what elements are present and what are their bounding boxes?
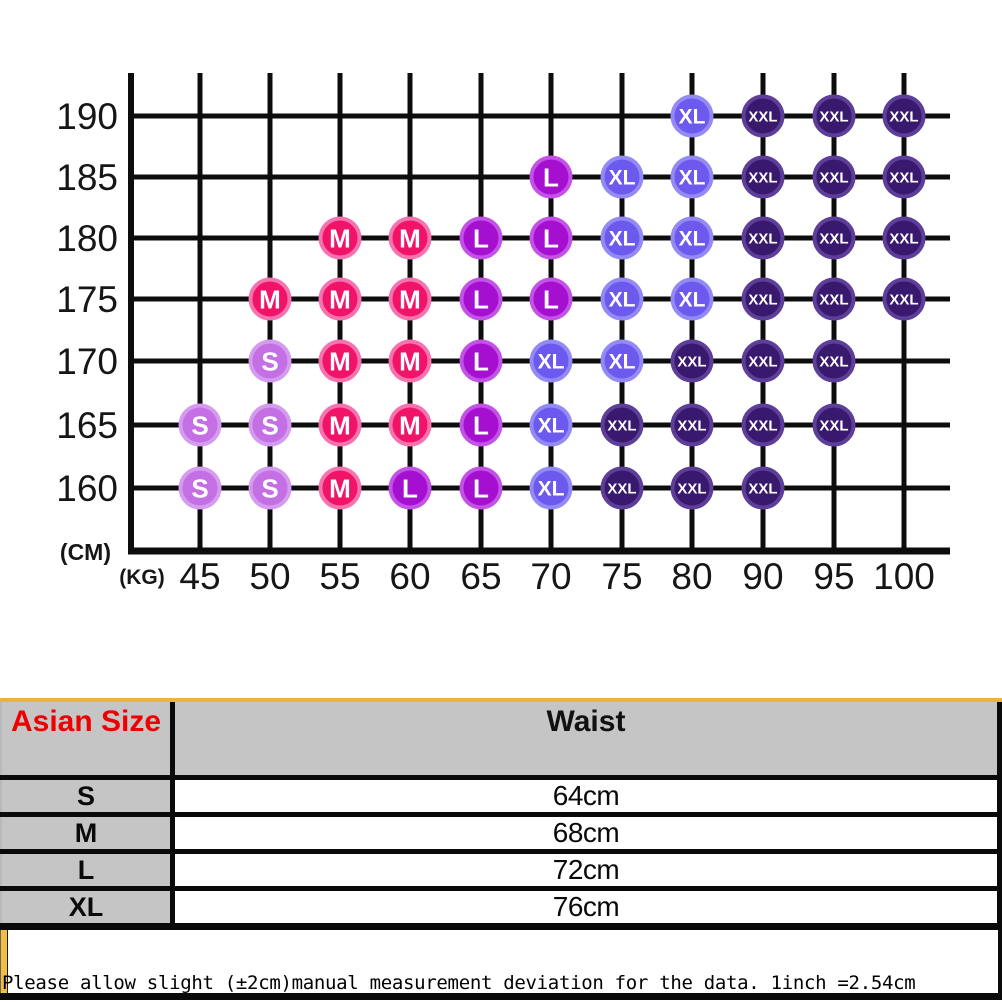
size-dot-label: L <box>543 162 559 193</box>
size-dot-label: M <box>329 346 351 377</box>
size-dot-label: S <box>191 473 209 504</box>
size-cell: S <box>1 778 173 815</box>
size-dot-label: M <box>329 284 351 315</box>
size-dot-label: XXL <box>819 417 849 435</box>
y-tick-label: 180 <box>56 218 118 259</box>
size-dot-label: XXL <box>748 108 778 126</box>
size-dot-label: XXL <box>889 169 919 187</box>
size-dot-label: XXL <box>819 353 849 371</box>
waist-size-table <box>0 702 1002 928</box>
size-dot-label: XXL <box>819 169 849 187</box>
size-dot-label: XL <box>537 414 565 438</box>
size-dot-label: XXL <box>607 480 637 498</box>
size-dot-label: XL <box>608 227 636 251</box>
size-cell: M <box>1 815 173 852</box>
size-dot-label: XXL <box>607 417 637 435</box>
asian-size-header: Asian Size <box>1 702 173 778</box>
size-table <box>0 698 1002 928</box>
table-row <box>1 852 1000 889</box>
waist-cell: 68cm <box>173 815 1000 852</box>
size-dot-label: XXL <box>677 480 707 498</box>
size-dot-label: XL <box>678 166 706 190</box>
waist-cell: 72cm <box>173 852 1000 889</box>
size-dot-label: M <box>399 410 421 441</box>
x-tick-label: 70 <box>530 556 572 597</box>
size-dot-label: XXL <box>677 353 707 371</box>
size-dot-label: XL <box>678 227 706 251</box>
y-tick-label: 175 <box>56 279 118 320</box>
size-dot-label: M <box>399 346 421 377</box>
size-dot-label: XL <box>608 350 636 374</box>
y-tick-label: 170 <box>56 341 118 382</box>
waist-cell: 76cm <box>173 889 1000 926</box>
size-dot-label: S <box>261 346 279 377</box>
x-axis-unit-label: (KG) <box>119 566 165 589</box>
size-dot-label: XXL <box>819 230 849 248</box>
size-dot-label: L <box>543 223 559 254</box>
x-tick-label: 95 <box>813 556 855 597</box>
x-tick-label: 90 <box>742 556 784 597</box>
size-dot-label: XXL <box>748 169 778 187</box>
size-dot-label: XL <box>678 105 706 129</box>
x-tick-label: 50 <box>249 556 291 597</box>
size-dot-label: L <box>473 284 489 315</box>
size-dot-label: XL <box>537 350 565 374</box>
size-dot-label: M <box>399 223 421 254</box>
x-tick-label: 75 <box>601 556 643 597</box>
x-tick-label: 65 <box>460 556 502 597</box>
note-box <box>0 925 1002 1000</box>
measurement-note: Please allow slight (±2cm)manual measurement deviation for the data. 1inch =2.54cm <box>2 972 916 994</box>
size-dot-label: L <box>473 346 489 377</box>
size-dot-label: L <box>543 284 559 315</box>
size-dot-label: XXL <box>889 230 919 248</box>
size-dot-label: L <box>473 223 489 254</box>
size-dot-label: L <box>402 473 418 504</box>
table-row <box>1 889 1000 926</box>
size-dot-label: M <box>399 284 421 315</box>
y-axis-unit-label: (CM) <box>59 539 111 565</box>
size-dot-label: L <box>473 410 489 441</box>
x-tick-label: 60 <box>389 556 431 597</box>
size-dot-label: S <box>191 410 209 441</box>
y-tick-label: 190 <box>56 96 118 137</box>
size-dot-label: XL <box>537 477 565 501</box>
size-dot-label: S <box>261 473 279 504</box>
size-cell: XL <box>1 889 173 926</box>
size-dot-label: S <box>261 410 279 441</box>
size-dot-label: XXL <box>819 291 849 309</box>
table-header-row <box>1 702 1000 778</box>
waist-cell: 64cm <box>173 778 1000 815</box>
size-dot-label: XL <box>608 288 636 312</box>
waist-header: Waist <box>173 702 1000 778</box>
x-tick-label: 80 <box>671 556 713 597</box>
x-tick-label: 45 <box>179 556 221 597</box>
size-dot-label: M <box>329 223 351 254</box>
x-tick-label: 55 <box>319 556 361 597</box>
size-dot-label: XXL <box>748 417 778 435</box>
size-dot-label: M <box>329 473 351 504</box>
size-dot-label: L <box>473 473 489 504</box>
size-dot-label: XL <box>678 288 706 312</box>
size-dot-label: XXL <box>748 291 778 309</box>
size-dot-label: XXL <box>889 108 919 126</box>
size-dot-label: M <box>259 284 281 315</box>
y-tick-label: 165 <box>56 405 118 446</box>
table-row <box>1 815 1000 852</box>
y-tick-label: 160 <box>56 468 118 509</box>
size-dot-label: XXL <box>748 230 778 248</box>
size-dot-label: XXL <box>819 108 849 126</box>
size-dot-label: XXL <box>748 353 778 371</box>
y-tick-label: 185 <box>56 157 118 198</box>
table-row <box>1 778 1000 815</box>
x-tick-label: 100 <box>873 556 935 597</box>
size-cell: L <box>1 852 173 889</box>
size-dot-label: XXL <box>889 291 919 309</box>
size-dot-label: XXL <box>677 417 707 435</box>
size-dot-label: M <box>329 410 351 441</box>
size-dot-label: XXL <box>748 480 778 498</box>
size-dot-label: XL <box>608 166 636 190</box>
